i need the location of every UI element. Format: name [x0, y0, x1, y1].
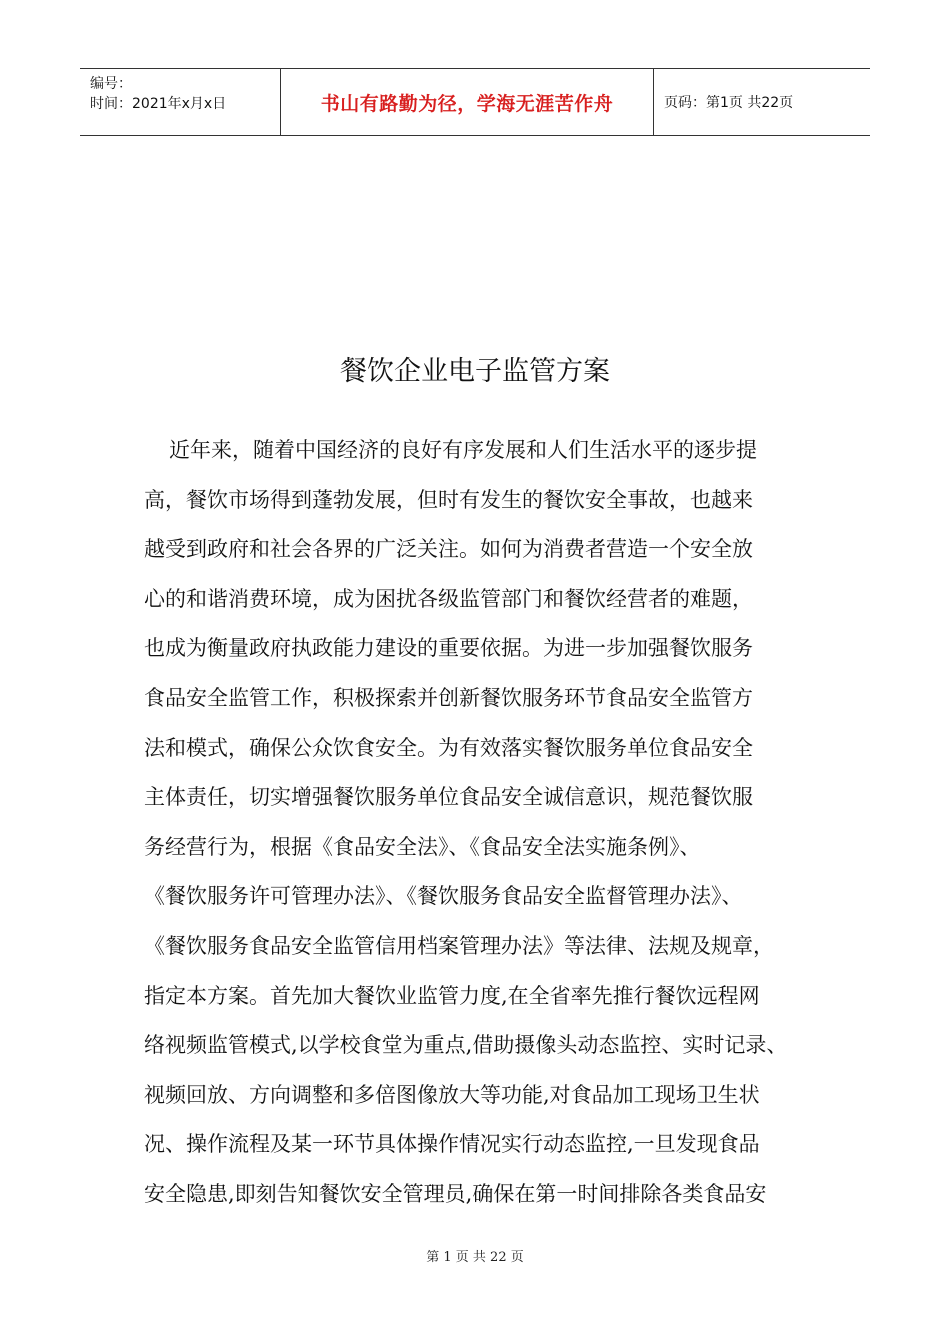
body-line: 《餐饮服务许可管理办法》、《餐饮服务食品安全监督管理办法》、 [144, 884, 743, 909]
body-line: 《餐饮服务食品安全监管信用档案管理办法》等法律、法规及规章， [144, 933, 774, 958]
document-number-label: 编号： [90, 76, 132, 92]
header-motto: 书山有路勤为径，学海无涯苦作舟 [281, 69, 654, 135]
page-footer: 第 1 页 共 22 页 [426, 1250, 524, 1265]
document-date: 时间：2021年x月x日 [90, 96, 227, 112]
body-line: 近年来，随着中国经济的良好有序发展和人们生活水平的逐步提 [169, 438, 757, 462]
document-body [144, 426, 832, 1220]
header-page-info: 页码：第1页 共22页 [664, 95, 794, 111]
document-title: 餐饮企业电子监管方案 [340, 356, 610, 387]
body-line: 也成为衡量政府执政能力建设的重要依据。为进一步加强餐饮服务 [144, 636, 753, 661]
body-line: 主体责任，切实增强餐饮服务单位食品安全诚信意识，规范餐饮服 [144, 785, 753, 810]
body-line: 况、操作流程及某一环节具体操作情况实行动态监控,一旦发现食品 [144, 1132, 760, 1157]
header-meta-cell [80, 69, 281, 135]
body-line: 越受到政府和社会各界的广泛关注。如何为消费者营造一个安全放 [144, 537, 753, 562]
body-line: 视频回放、方向调整和多倍图像放大等功能,对食品加工现场卫生状 [144, 1082, 760, 1107]
body-line: 法和模式，确保公众饮食安全。为有效落实餐饮服务单位食品安全 [144, 735, 753, 760]
document-header [80, 68, 870, 136]
body-line: 食品安全监管工作，积极探索并创新餐饮服务环节食品安全监管方 [144, 685, 753, 710]
body-line: 安全隐患,即刻告知餐饮安全管理员,确保在第一时间排除各类食品安 [144, 1181, 767, 1206]
body-line: 络视频监管模式,以学校食堂为重点,借助摄像头动态监控、实时记录、 [144, 1033, 788, 1058]
body-line: 心的和谐消费环境，成为困扰各级监管部门和餐饮经营者的难题， [144, 586, 753, 611]
body-line: 高，餐饮市场得到蓬勃发展，但时有发生的餐饮安全事故，也越来 [144, 487, 753, 512]
body-line: 务经营行为，根据《食品安全法》、《食品安全法实施条例》、 [144, 834, 701, 859]
body-line: 指定本方案。首先加大餐饮业监管力度,在全省率先推行餐饮远程网 [144, 983, 760, 1008]
